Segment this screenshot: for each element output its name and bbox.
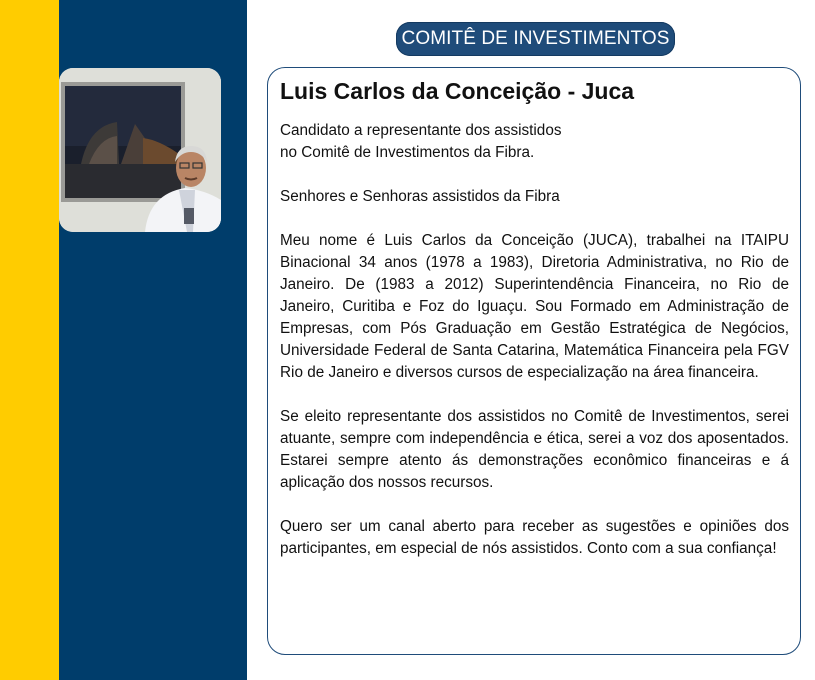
greeting: Senhores e Senhoras assistidos da Fibra <box>280 188 560 205</box>
yellow-side-bar <box>0 0 59 680</box>
candidate-photo <box>59 68 221 232</box>
candidate-profile-box <box>267 67 801 655</box>
candidate-subtitle <box>280 120 789 164</box>
section-header: COMITÊ DE INVESTIMENTOS <box>396 22 675 56</box>
bio-paragraph: Meu nome é Luis Carlos da Conceição (JUCA), trabalhei na ITAIPU Binacional 34 anos (1978 a 1983), Diretoria Administrativa, no Rio de Janeiro. De (1983 a 2012) Superintendência Financeira, no Rio de Janeiro, Curitiba e Foz do Iguaçu. Sou Formado em Administração de Empresas, com Pós Graduação em Gestão Estratégica de Negócios, Universidade Federal de Santa Catarina, Matemática Financeira pela FGV Rio de Janeiro e diversos cursos de especialização na área financeira. <box>280 232 789 381</box>
subtitle-line: Candidato a representante dos assistidos <box>280 122 562 139</box>
closing-paragraph: Quero ser um canal aberto para receber as sugestões e opiniões dos participantes, em especial de nós assistidos. Conto com a sua confiança! <box>280 518 789 557</box>
candidate-name: Luis Carlos da Conceição - Juca <box>280 78 635 104</box>
subtitle-line: no Comitê de Investimentos da Fibra. <box>280 144 535 161</box>
commitment-paragraph: Se eleito representante dos assistidos no Comitê de Investimentos, serei atuante, sempre com independência e ética, serei a voz dos aposentados. Estarei sempre atento ás demonstrações econômico financeiras e á aplicação dos nossos recursos. <box>280 408 789 491</box>
